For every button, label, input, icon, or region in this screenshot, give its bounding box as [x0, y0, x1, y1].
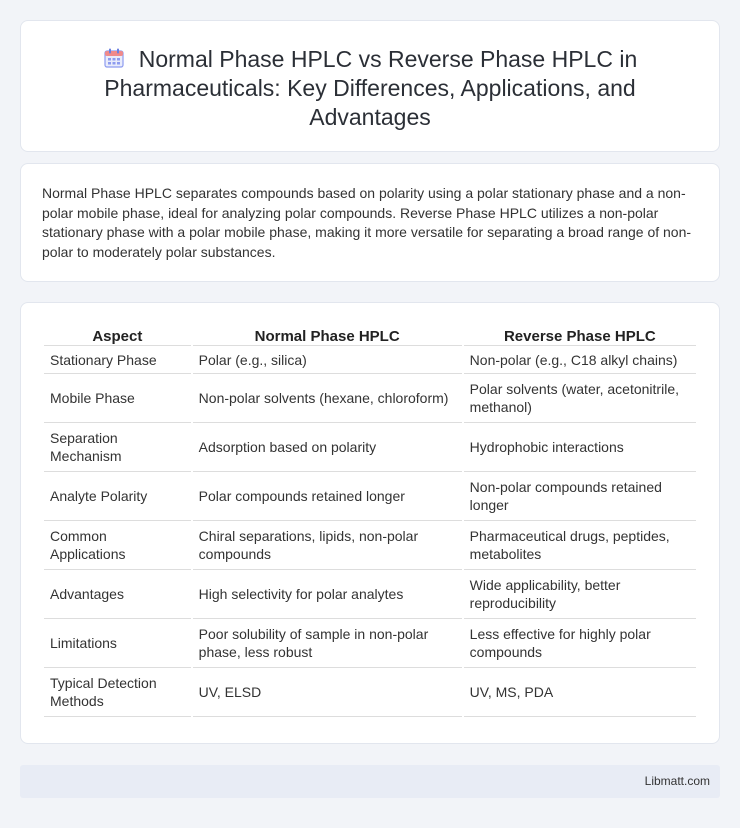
table-row — [44, 619, 696, 668]
page-title — [61, 45, 679, 132]
calendar-icon — [103, 47, 125, 69]
table-cell: Hydrophobic interactions — [464, 423, 696, 472]
table-row — [44, 521, 696, 570]
table-row — [44, 374, 696, 423]
table-cell: Mobile Phase — [44, 374, 191, 423]
table-cell: Common Applications — [44, 521, 191, 570]
table-cell: Advantages — [44, 570, 191, 619]
table-row — [44, 570, 696, 619]
column-header: Normal Phase HPLC — [193, 324, 462, 346]
table-cell: Analyte Polarity — [44, 472, 191, 521]
table-row — [44, 472, 696, 521]
column-header: Aspect — [44, 324, 191, 346]
table-cell: UV, ELSD — [193, 668, 462, 717]
comparison-card — [20, 302, 720, 744]
table-cell: Poor solubility of sample in non-polar phase, less robust — [193, 619, 462, 668]
table-row — [44, 346, 696, 374]
table-cell: Less effective for highly polar compounds — [464, 619, 696, 668]
table-row — [44, 423, 696, 472]
table-cell: High selectivity for polar analytes — [193, 570, 462, 619]
table-cell: Non-polar compounds retained longer — [464, 472, 696, 521]
table-cell: Pharmaceutical drugs, peptides, metabolites — [464, 521, 696, 570]
table-cell: Polar compounds retained longer — [193, 472, 462, 521]
table-cell: Limitations — [44, 619, 191, 668]
title-card — [20, 20, 720, 152]
table-cell: UV, MS, PDA — [464, 668, 696, 717]
table-cell: Wide applicability, better reproducibility — [464, 570, 696, 619]
table-cell: Chiral separations, lipids, non-polar compounds — [193, 521, 462, 570]
footer-brand: Libmatt.com — [644, 774, 710, 788]
column-header: Reverse Phase HPLC — [464, 324, 696, 346]
table-cell: Separation Mechanism — [44, 423, 191, 472]
table-cell: Typical Detection Methods — [44, 668, 191, 717]
page-title-text: Normal Phase HPLC vs Reverse Phase HPLC in Pharmaceuticals: Key Differences, Applications, and Advantages — [104, 46, 638, 130]
footer — [20, 765, 720, 798]
summary-card — [20, 163, 720, 282]
table-cell: Stationary Phase — [44, 346, 191, 374]
comparison-table — [42, 324, 698, 717]
table-cell: Adsorption based on polarity — [193, 423, 462, 472]
table-header-row — [44, 324, 696, 346]
table-cell: Non-polar solvents (hexane, chloroform) — [193, 374, 462, 423]
table-cell: Non-polar (e.g., C18 alkyl chains) — [464, 346, 696, 374]
table-row — [44, 668, 696, 717]
table-cell: Polar (e.g., silica) — [193, 346, 462, 374]
table-cell: Polar solvents (water, acetonitrile, methanol) — [464, 374, 696, 423]
summary-text: Normal Phase HPLC separates compounds based on polarity using a polar stationary phase and a non-polar mobile phase, ideal for analyzing polar compounds. Reverse Phase HPLC utilizes a non-polar stationary phase with a polar mobile phase, making it more versatile for separating a broad range of non-polar to moderately polar substances. — [42, 185, 692, 260]
